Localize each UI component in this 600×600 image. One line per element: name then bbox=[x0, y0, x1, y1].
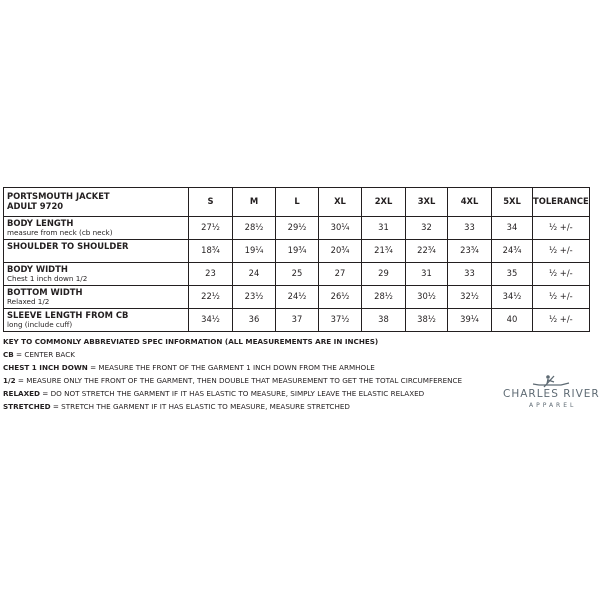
garment-style-number: ADULT 9720 bbox=[7, 201, 64, 211]
measurement-value: 32 bbox=[406, 217, 448, 240]
measurement-value: 24¾ bbox=[492, 240, 533, 263]
key-heading: KEY TO COMMONLY ABBREVIATED SPEC INFORMATION (ALL MEASUREMENTS ARE IN INCHES) bbox=[3, 337, 379, 346]
key-definition: = STRETCH THE GARMENT IF IT HAS ELASTIC TO MEASURE, MEASURE STRETCHED bbox=[50, 402, 350, 411]
abbreviation-key bbox=[3, 335, 462, 413]
key-term: RELAXED bbox=[3, 389, 41, 398]
table-row bbox=[4, 263, 590, 286]
measurement-value: 23 bbox=[189, 263, 233, 286]
tolerance-header: TOLERANCE bbox=[533, 188, 590, 217]
key-term: STRETCHED bbox=[3, 402, 51, 411]
table-row bbox=[4, 286, 590, 309]
measurement-value: 35 bbox=[492, 263, 533, 286]
measurement-value: 19¼ bbox=[233, 240, 276, 263]
measurement-value: 36 bbox=[233, 309, 276, 332]
measurement-value: 37 bbox=[276, 309, 319, 332]
measurement-value: 31 bbox=[406, 263, 448, 286]
measurement-label-cell bbox=[4, 263, 189, 286]
measurement-value: 38½ bbox=[406, 309, 448, 332]
table-header-row bbox=[4, 188, 590, 217]
logo-brand-name: CHARLES RIVER bbox=[503, 388, 600, 400]
measurement-value: 26½ bbox=[319, 286, 362, 309]
table-row bbox=[4, 217, 590, 240]
size-spec-table bbox=[3, 187, 590, 332]
table-body bbox=[4, 217, 590, 332]
key-term: 1/2 bbox=[3, 376, 16, 385]
charles-river-logo bbox=[503, 374, 600, 409]
key-term: CB bbox=[3, 350, 14, 359]
tolerance-value: ½ +/- bbox=[533, 217, 590, 240]
measurement-name: BODY WIDTH bbox=[7, 264, 68, 274]
measurement-value: 27 bbox=[319, 263, 362, 286]
key-item bbox=[3, 361, 462, 374]
measurement-note: long (include cuff) bbox=[7, 319, 73, 329]
size-header-4xl: 4XL bbox=[448, 188, 492, 217]
measurement-value: 22¾ bbox=[406, 240, 448, 263]
size-header-5xl: 5XL bbox=[492, 188, 533, 217]
tolerance-value: ½ +/- bbox=[533, 240, 590, 263]
key-item bbox=[3, 348, 462, 361]
rower-icon bbox=[531, 374, 571, 388]
size-header-l: L bbox=[276, 188, 319, 217]
measurement-value: 37½ bbox=[319, 309, 362, 332]
measurement-value: 32½ bbox=[448, 286, 492, 309]
measurement-value: 34 bbox=[492, 217, 533, 240]
measurement-label-cell bbox=[4, 286, 189, 309]
key-item bbox=[3, 374, 462, 387]
measurement-value: 30¼ bbox=[319, 217, 362, 240]
measurement-value: 33 bbox=[448, 263, 492, 286]
measurement-value: 24½ bbox=[276, 286, 319, 309]
key-definition: = MEASURE ONLY THE FRONT OF THE GARMENT, THEN DOUBLE THAT MEASUREMENT TO GET THE TOTAL CIRCUMFERENCE bbox=[15, 376, 463, 385]
measurement-name: SLEEVE LENGTH FROM CB bbox=[7, 310, 129, 320]
size-header-2xl: 2XL bbox=[362, 188, 406, 217]
measurement-label-cell bbox=[4, 217, 189, 240]
size-header-xl: XL bbox=[319, 188, 362, 217]
key-definition: = DO NOT STRETCH THE GARMENT IF IT HAS ELASTIC TO MEASURE, SIMPLY LEAVE THE ELASTIC RELAXED bbox=[40, 389, 425, 398]
measurement-value: 25 bbox=[276, 263, 319, 286]
key-term: CHEST 1 INCH DOWN bbox=[3, 363, 88, 372]
size-header-3xl: 3XL bbox=[406, 188, 448, 217]
measurement-value: 19¾ bbox=[276, 240, 319, 263]
measurement-value: 28½ bbox=[233, 217, 276, 240]
measurement-value: 20¾ bbox=[319, 240, 362, 263]
key-items bbox=[3, 348, 462, 413]
garment-title bbox=[4, 188, 189, 217]
logo-subtitle: APPAREL bbox=[529, 402, 577, 409]
measurement-value: 27½ bbox=[189, 217, 233, 240]
measurement-label-cell bbox=[4, 309, 189, 332]
measurement-value: 34½ bbox=[189, 309, 233, 332]
measurement-value: 39¼ bbox=[448, 309, 492, 332]
key-definition: = CENTER BACK bbox=[13, 350, 75, 359]
measurement-note: Relaxed 1/2 bbox=[7, 296, 50, 306]
measurement-value: 29 bbox=[362, 263, 406, 286]
measurement-name: SHOULDER TO SHOULDER bbox=[7, 241, 129, 251]
size-header-m: M bbox=[233, 188, 276, 217]
measurement-value: 30½ bbox=[406, 286, 448, 309]
tolerance-value: ½ +/- bbox=[533, 263, 590, 286]
measurement-value: 38 bbox=[362, 309, 406, 332]
measurement-value: 21¾ bbox=[362, 240, 406, 263]
measurement-value: 28½ bbox=[362, 286, 406, 309]
measurement-name: BOTTOM WIDTH bbox=[7, 287, 83, 297]
measurement-value: 24 bbox=[233, 263, 276, 286]
size-header-s: S bbox=[189, 188, 233, 217]
measurement-value: 34½ bbox=[492, 286, 533, 309]
measurement-value: 23¾ bbox=[448, 240, 492, 263]
measurement-value: 29½ bbox=[276, 217, 319, 240]
table-row bbox=[4, 240, 590, 263]
measurement-name: BODY LENGTH bbox=[7, 218, 74, 228]
table-row bbox=[4, 309, 590, 332]
measurement-note: Chest 1 inch down 1/2 bbox=[7, 273, 88, 283]
measurement-value: 23½ bbox=[233, 286, 276, 309]
measurement-value: 40 bbox=[492, 309, 533, 332]
garment-name: PORTSMOUTH JACKET bbox=[7, 191, 110, 202]
tolerance-value: ½ +/- bbox=[533, 286, 590, 309]
measurement-value: 33 bbox=[448, 217, 492, 240]
measurement-label-cell bbox=[4, 240, 189, 263]
key-item bbox=[3, 400, 462, 413]
tolerance-value: ½ +/- bbox=[533, 309, 590, 332]
measurement-value: 31 bbox=[362, 217, 406, 240]
measurement-note: measure from neck (cb neck) bbox=[7, 227, 113, 237]
measurement-value: 22½ bbox=[189, 286, 233, 309]
key-definition: = MEASURE THE FRONT OF THE GARMENT 1 INCH DOWN FROM THE ARMHOLE bbox=[87, 363, 375, 372]
measurement-value: 18¾ bbox=[189, 240, 233, 263]
key-item bbox=[3, 387, 462, 400]
